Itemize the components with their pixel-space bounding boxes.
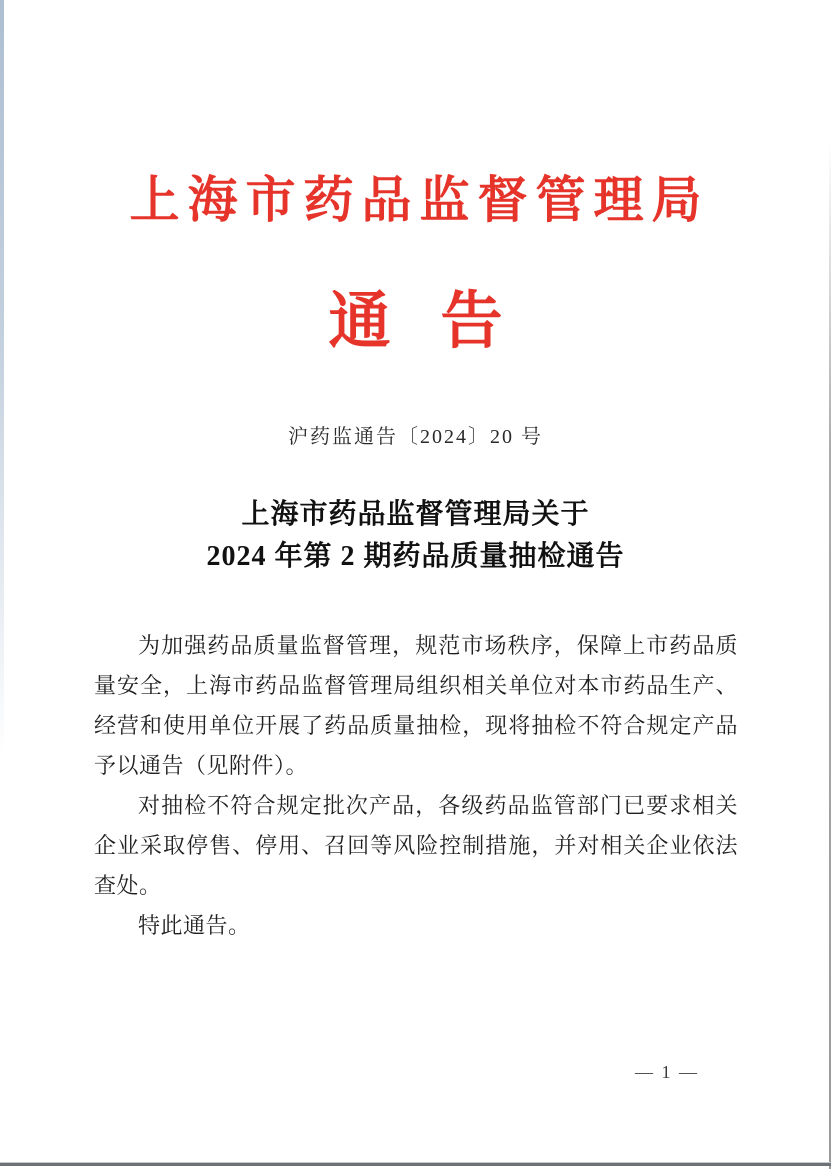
body-paragraph: 对抽检不符合规定批次产品，各级药品监管部门已要求相关企业采取停售、停用、召回等风险控制措施，并对相关企业依法查处。 (94, 793, 738, 898)
letterhead-organization-name: 上海市药品监督管理局 (129, 172, 710, 228)
document-title-line-1: 上海市药品监督管理局关于 (241, 499, 590, 530)
page-number: — 1 — (635, 1062, 699, 1082)
document-title-line-2: 2024 年第 2 期药品质量抽检通告 (206, 541, 625, 572)
body-paragraph-closing: 特此通告。 (138, 913, 251, 938)
scan-edge-left (0, 0, 4, 760)
letterhead-notice-title: 通告 (328, 288, 553, 356)
document-number: 沪药监通告〔2024〕20 号 (288, 426, 543, 448)
document-title (0, 494, 831, 578)
body-paragraph: 为加强药品质量监督管理，规范市场秩序，保障上市药品质量安全，上海市药品监督管理局组织相关单位对本市药品生产、经营和使用单位开展了药品质量抽检，现将抽检不符合规定产品予以通告（见附件）。 (94, 633, 738, 778)
scan-edge-bottom (0, 1163, 831, 1166)
document-body (94, 626, 738, 946)
